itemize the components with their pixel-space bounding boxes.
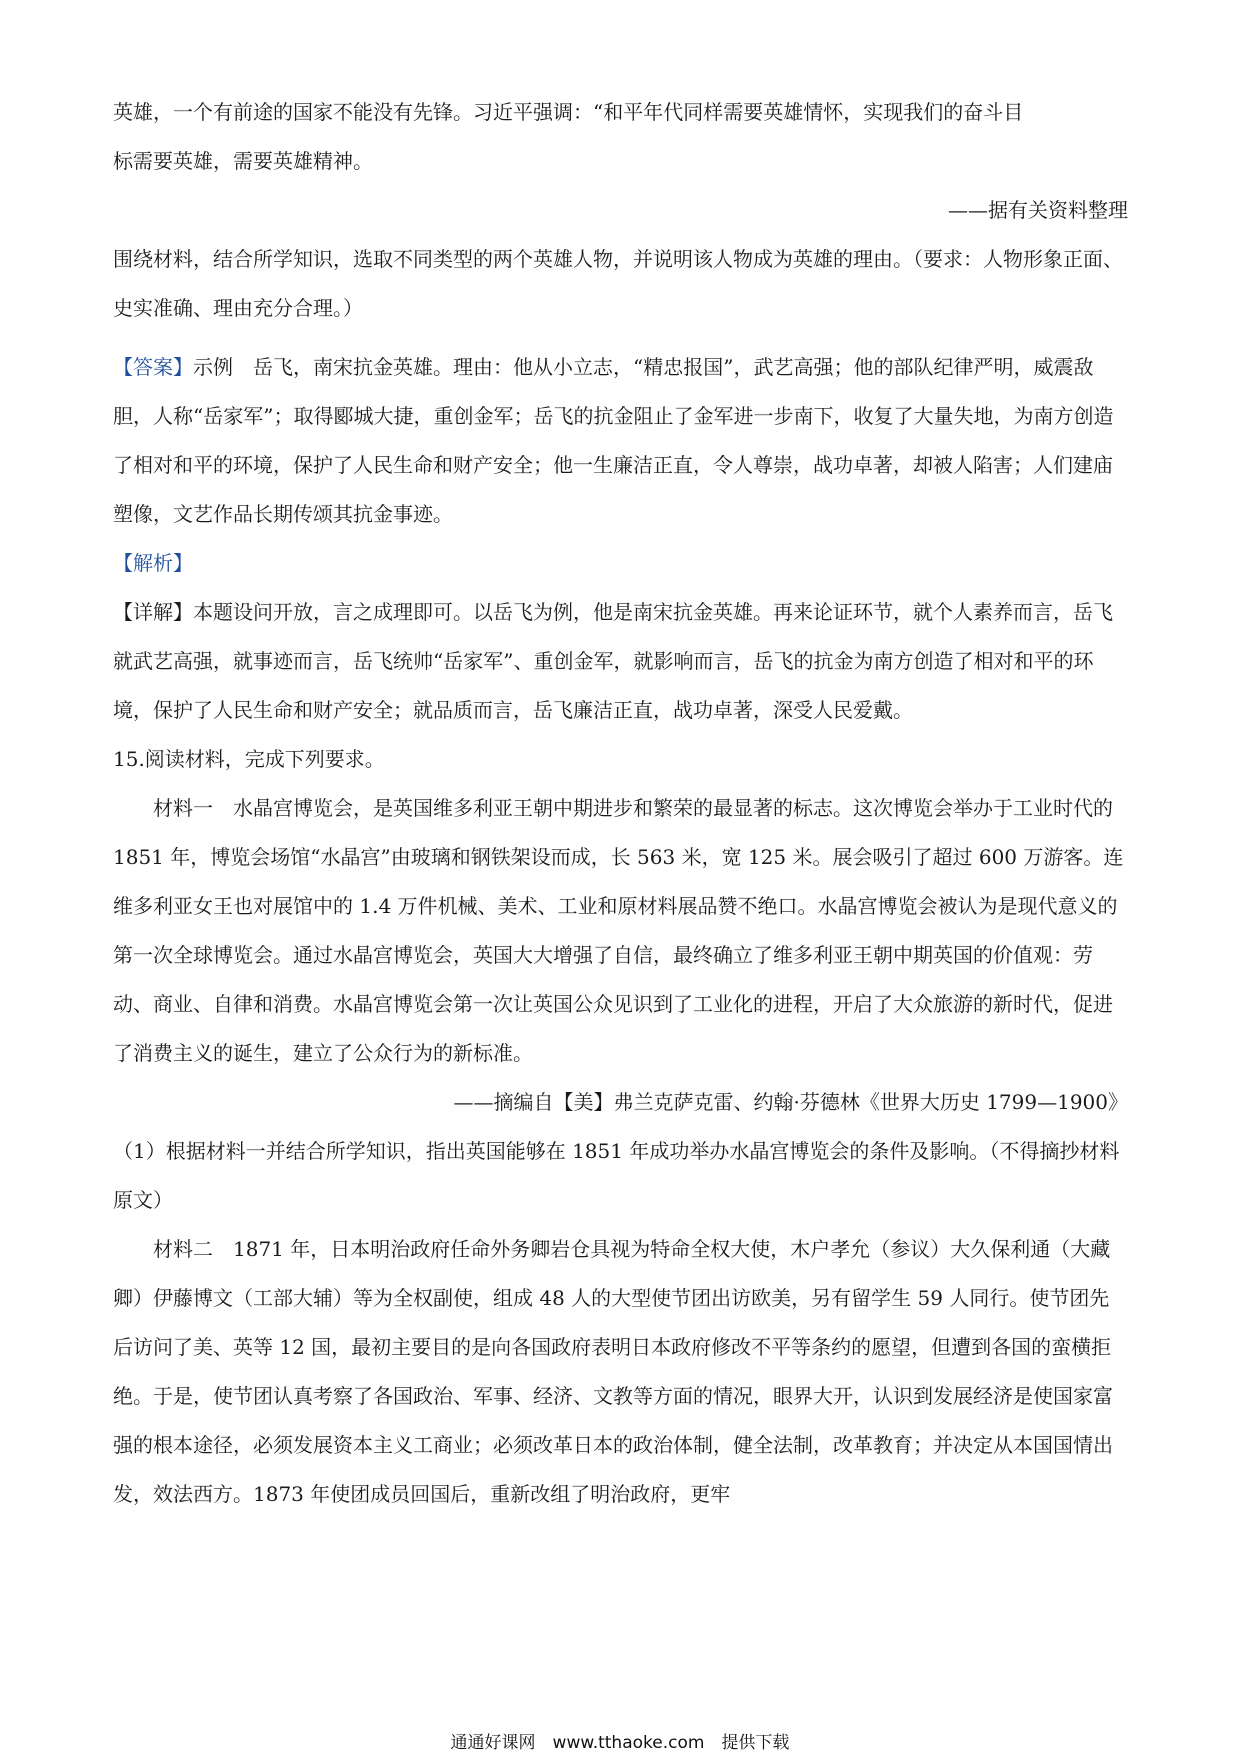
question-15-stem: 15.阅读材料，完成下列要求。 (113, 747, 385, 771)
material-line-1: 英雄，一个有前途的国家不能没有先锋。习近平强调：“和平年代同样需要英雄情怀，实现我们的奋斗目 (113, 100, 1024, 124)
answer-paragraph (113, 343, 1128, 539)
material-one-source: ——摘编自【美】弗兰克萨克雷、约翰·芬德林《世界大历史 1799—1900》 (453, 1090, 1128, 1114)
answer-tag: 【答案】 (113, 355, 193, 379)
answer-section (113, 343, 1128, 1519)
page-footer: 通通好课网 www.tthaoke.com 提供下载 (450, 1733, 790, 1753)
material-line-2: 标需要英雄，需要英雄精神。 (113, 149, 373, 173)
question-prompt: 围绕材料，结合所学知识，选取不同类型的两个英雄人物，并说明该人物成为英雄的理由。（要求：人物形象正面、史实准确、理由充分合理。） (113, 247, 1123, 320)
material-source: ——据有关资料整理 (948, 198, 1128, 222)
material-excerpt (113, 88, 1128, 333)
analysis-tag: 【解析】 (113, 551, 193, 575)
analysis-detail: 【详解】本题设问开放，言之成理即可。以岳飞为例，他是南宋抗金英雄。再来论证环节，就个人素养而言，岳飞就武艺高强，就事迹而言，岳飞统帅“岳家军”、重创金军，就影响而言，岳飞的抗金为南方创造了相对和平的环境，保护了人民生命和财产安全；就品质而言，岳飞廉洁正直，战功卓著，深受人民爱戴。 (113, 600, 1113, 722)
sub-question-1: （1）根据材料一并结合所学知识，指出英国能够在 1851 年成功举办水晶宫博览会的条件及影响。（不得摘抄材料原文） (113, 1139, 1120, 1212)
material-one: 材料一 水晶宫博览会，是英国维多利亚王朝中期进步和繁荣的最显著的标志。这次博览会举办于工业时代的 1851 年，博览会场馆“水晶宫”由玻璃和钢铁架设而成，长 563 米，宽 125 米。展会吸引了超过 600 万游客。连维多利亚女王也对展馆中的 1.4 万件机械、美术、工业和原材料展品赞不绝口。水晶宫博览会被认为是现代意义的第一次全球博览会。通过水晶宫博览会，英国大大增强了自信，最终确立了维多利亚王朝中期英国的价值观：劳动、商业、自律和消费。水晶宫博览会第一次让英国公众见识到了工业化的进程，开启了大众旅游的新时代，促进了消费主义的诞生，建立了公众行为的新标准。 (113, 796, 1124, 1065)
material-two: 材料二 1871 年，日本明治政府任命外务卿岩仓具视为特命全权大使，木户孝允（参议）大久保利通（大藏卿）伊藤博文（工部大辅）等为全权副使，组成 48 人的大型使节团出访欧美，另有留学生 59 人同行。使节团先后访问了美、英等 12 国，最初主要目的是向各国政府表明日本政府修改不平等条约的愿望，但遭到各国的蛮横拒绝。于是，使节团认真考察了各国政治、军事、经济、文教等方面的情况，眼界大开，认识到发展经济是使国家富强的根本途径，必须发展资本主义工商业；必须改革日本的政治体制，健全法制，改革教育；并决定从本国国情出发，效法西方。1873 年使团成员回国后，重新改组了明治政府，更牢 (113, 1237, 1113, 1506)
answer-text: 示例 岳飞，南宋抗金英雄。理由：他从小立志，“精忠报国”，武艺高强；他的部队纪律严明，威震敌胆，人称“岳家军”；取得郾城大捷，重创金军；岳飞的抗金阻止了金军进一步南下，收复了大量失地，为南方创造了相对和平的环境，保护了人民生命和财产安全；他一生廉洁正直，令人尊崇，战功卓著，却被人陷害；人们建庙塑像，文艺作品长期传颂其抗金事迹。 (113, 355, 1114, 526)
